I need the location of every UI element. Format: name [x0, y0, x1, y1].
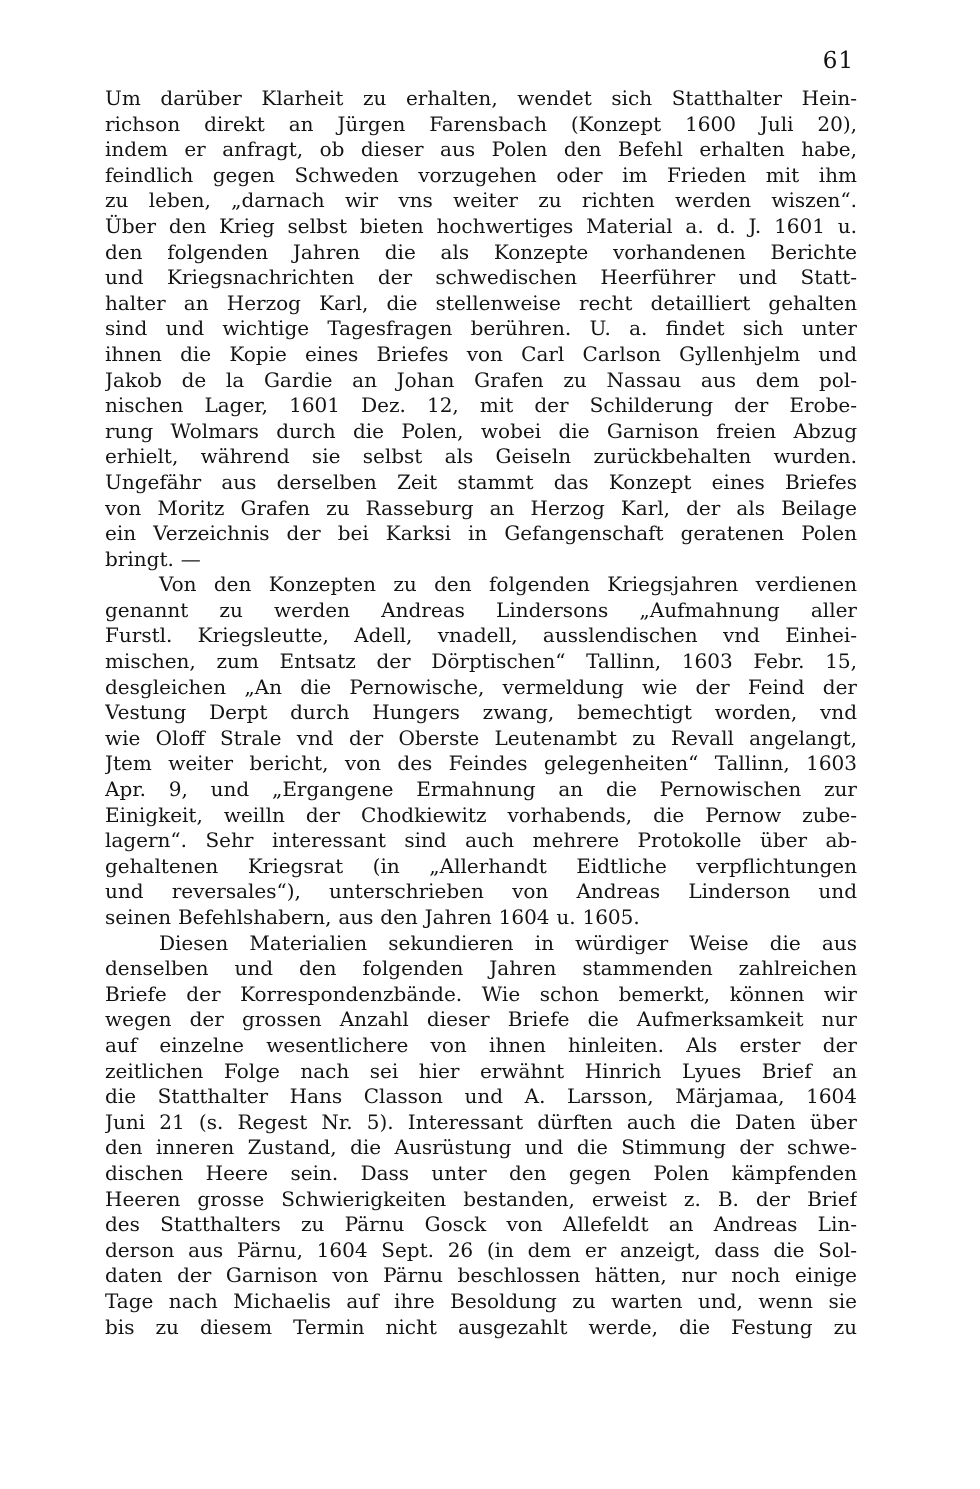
text-line: Einigkeit, weilln der Chodkiewitz vorhabends, die Pernow zube- [105, 802, 857, 827]
text-line: den folgenden Jahren die als Konzepte vorhandenen Berichte [105, 239, 857, 264]
text-line: halter an Herzog Karl, die stellenweise recht detailliert gehalten [105, 290, 857, 315]
paragraph [105, 86, 857, 572]
text-line: Um darüber Klarheit zu erhalten, wendet sich Statthalter Hein- [105, 86, 857, 110]
text-line: erhielt, während sie selbst als Geiseln zurückbehalten wurden. [105, 444, 857, 469]
page-text-block [105, 86, 857, 1340]
text-line: Diesen Materialien sekundieren in würdiger Weise die aus [159, 930, 857, 955]
text-line: genannt zu werden Andreas Lindersons „Aufmahnung aller [105, 597, 857, 622]
text-line: zu leben, „darnach wir vns weiter zu richten werden wiszen“. [105, 188, 857, 213]
text-line: Ungefähr aus derselben Zeit stammt das Konzept eines Briefes [105, 469, 857, 494]
text-line: Apr. 9, und „Ergangene Ermahnung an die Pernowischen zur [105, 777, 857, 802]
text-line: wie Oloff Strale vnd der Oberste Leutenambt zu Revall angelangt, [105, 725, 857, 750]
text-line: lagern“. Sehr interessant sind auch mehrere Protokolle über ab- [105, 828, 857, 853]
text-line: daten der Garnison von Pärnu beschlossen hätten, nur noch einige [105, 1263, 857, 1288]
text-line: den inneren Zustand, die Ausrüstung und die Stimmung der schwe- [105, 1135, 857, 1160]
text-line: mischen, zum Entsatz der Dörptischen“ Tallinn, 1603 Febr. 15, [105, 649, 857, 674]
text-line: von Moritz Grafen zu Rasseburg an Herzog Karl, der als Beilage [105, 495, 857, 520]
text-line: Von den Konzepten zu den folgenden Kriegsjahren verdienen [159, 572, 857, 597]
text-line: indem er anfragt, ob dieser aus Polen den Befehl erhalten habe, [105, 137, 857, 162]
text-line: Briefe der Korrespondenzbände. Wie schon bemerkt, können wir [105, 981, 857, 1006]
text-line: und reversales“), unterschrieben von Andreas Linderson und [105, 879, 857, 904]
text-line: dischen Heere sein. Dass unter den gegen Polen kämpfenden [105, 1160, 857, 1185]
text-line: gehaltenen Kriegsrat (in „Allerhandt Eidtliche verpflichtungen [105, 853, 857, 878]
text-line: ein Verzeichnis der bei Karksi in Gefangenschaft geratenen Polen [105, 521, 857, 546]
page-number: 61 [822, 48, 854, 74]
text-line: nischen Lager, 1601 Dez. 12, mit der Schilderung der Erobe- [105, 393, 857, 418]
text-line: Tage nach Michaelis auf ihre Besoldung zu warten und, wenn sie [105, 1288, 857, 1313]
text-line: die Statthalter Hans Classon und A. Larsson, Märjamaa, 1604 [105, 1084, 857, 1109]
text-line: Jtem weiter bericht, von des Feindes gelegenheiten“ Tallinn, 1603 [105, 751, 857, 776]
text-line: auf einzelne wesentlichere von ihnen hinleiten. Als erster der [105, 1032, 857, 1057]
text-line: denselben und den folgenden Jahren stammenden zahlreichen [105, 956, 857, 981]
paragraph [105, 572, 857, 930]
text-line: desgleichen „An die Pernowische, vermeldung wie der Feind der [105, 674, 857, 699]
text-line: Furstl. Kriegsleutte, Adell, vnadell, ausslendischen vnd Einhei- [105, 623, 857, 648]
text-line: Juni 21 (s. Regest Nr. 5). Interessant dürften auch die Daten über [105, 1109, 857, 1134]
text-line: feindlich gegen Schweden vorzugehen oder im Frieden mit ihm [105, 162, 857, 187]
text-line: und Kriegsnachrichten der schwedischen Heerführer und Statt- [105, 265, 857, 290]
text-line: Heeren grosse Schwierigkeiten bestanden, erweist z. B. der Brief [105, 1186, 857, 1211]
text-line: wegen der grossen Anzahl dieser Briefe die Aufmerksamkeit nur [105, 1007, 857, 1032]
text-line: zeitlichen Folge nach sei hier erwähnt Hinrich Lyues Brief an [105, 1058, 857, 1083]
paragraph [105, 931, 857, 1341]
text-line: bringt. — [105, 546, 201, 571]
text-line: des Statthalters zu Pärnu Gosck von Allefeldt an Andreas Lin- [105, 1212, 857, 1237]
text-line: richson direkt an Jürgen Farensbach (Konzept 1600 Juli 20), [105, 111, 857, 136]
text-line: ihnen die Kopie eines Briefes von Carl Carlson Gyllenhjelm und [105, 341, 857, 366]
text-line: sind und wichtige Tagesfragen berühren. U. a. findet sich unter [105, 316, 857, 341]
text-line: Jakob de la Gardie an Johan Grafen zu Nassau aus dem pol- [105, 367, 857, 392]
text-line: bis zu diesem Termin nicht ausgezahlt werde, die Festung zu [105, 1314, 857, 1339]
text-line: derson aus Pärnu, 1604 Sept. 26 (in dem er anzeigt, dass die Sol- [105, 1237, 857, 1262]
text-line: Über den Krieg selbst bieten hochwertiges Material a. d. J. 1601 u. [105, 213, 857, 238]
text-line: Vestung Derpt durch Hungers zwang, bemechtigt worden, vnd [105, 700, 857, 725]
text-line: rung Wolmars durch die Polen, wobei die Garnison freien Abzug [105, 418, 857, 443]
text-line: seinen Befehlshabern, aus den Jahren 1604 u. 1605. [105, 905, 640, 929]
